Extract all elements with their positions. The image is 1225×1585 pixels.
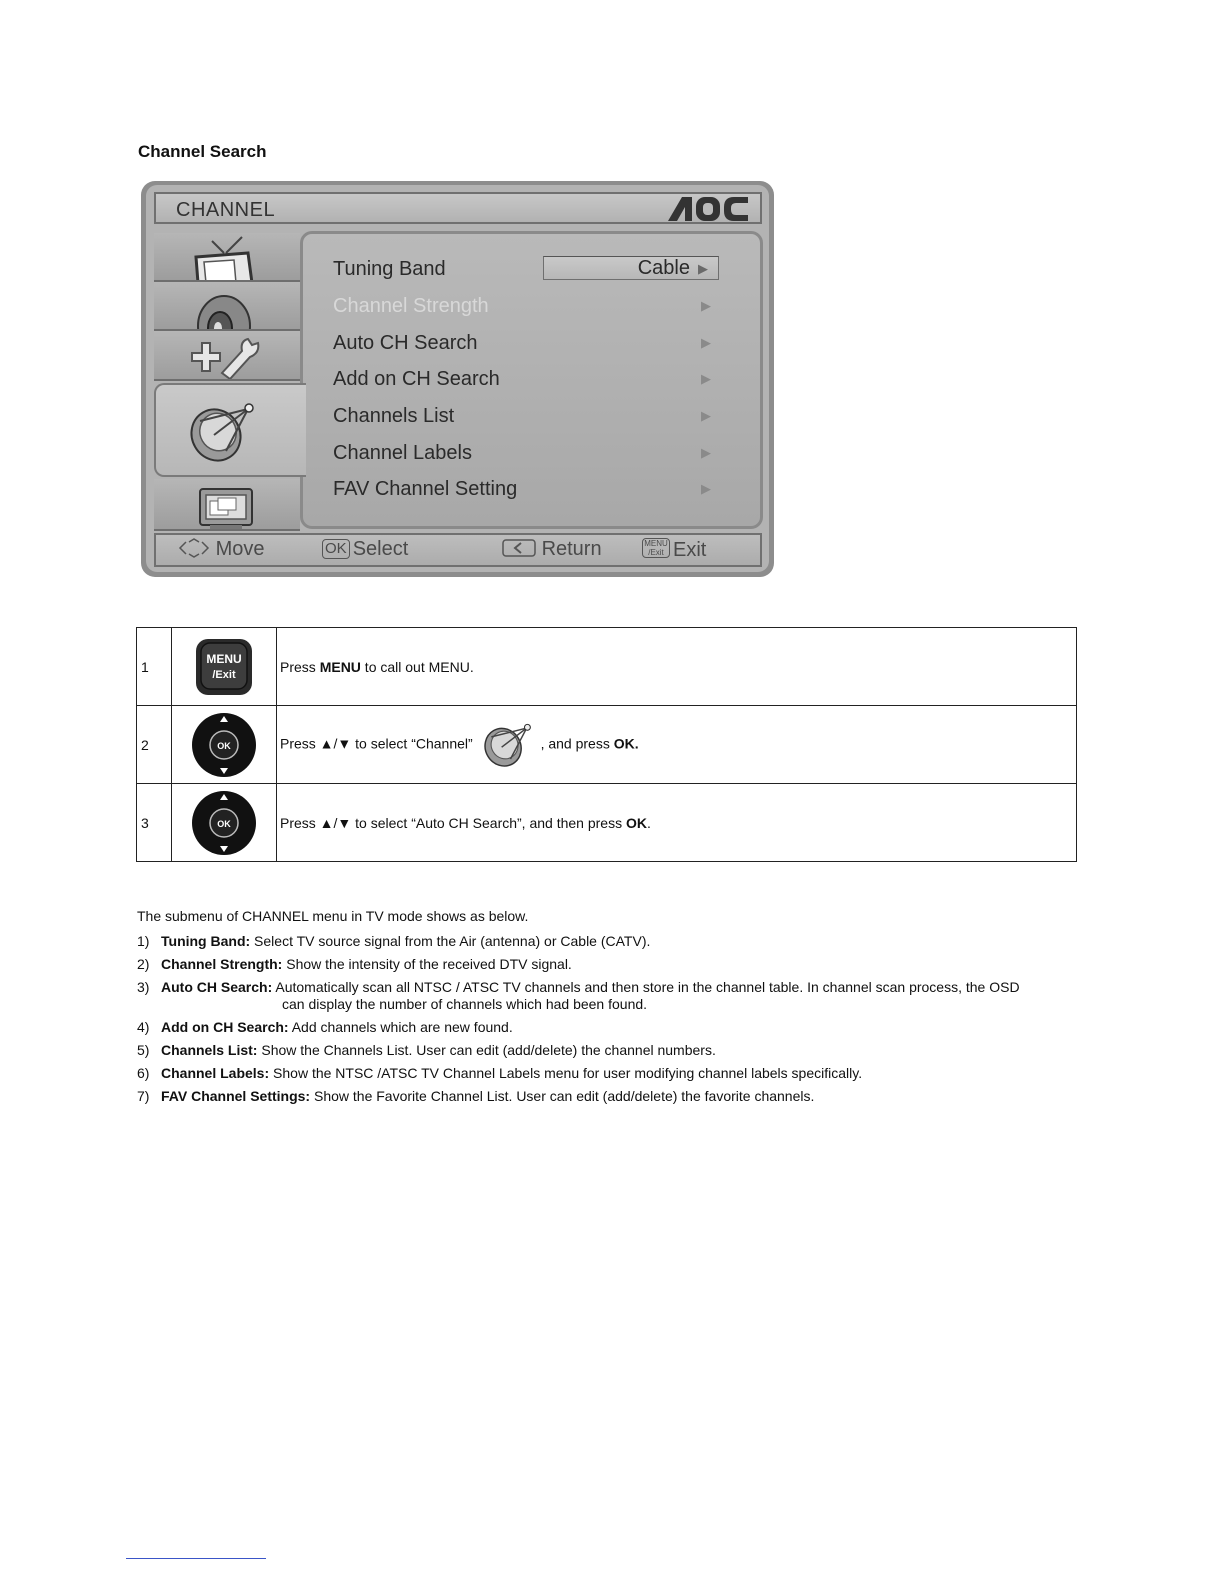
list-item: 2) Channel Strength: Show the intensity of the received DTV signal. (137, 956, 572, 972)
osd-tab-column (154, 233, 302, 533)
list-item: 5) Channels List: Show the Channels List. User can edit (add/delete) the channel numbers. (137, 1042, 716, 1058)
menu-button-line1: MENU (206, 651, 242, 666)
right-arrow-icon: ▶ (701, 335, 711, 350)
return-hint: Return (502, 538, 602, 561)
select-hint: OK Select (322, 538, 408, 561)
osd-title: CHANNEL (176, 199, 276, 221)
intro-text: The submenu of CHANNEL menu in TV mode shows as below. (137, 908, 529, 924)
steps-table (136, 627, 1077, 862)
right-arrow-icon: ▶ (701, 408, 711, 423)
right-arrow-icon: ▶ (698, 261, 708, 276)
aoc-logo (666, 195, 750, 223)
menu-exit-button-icon (194, 637, 254, 697)
step-icon-cell (172, 784, 277, 862)
move-hint: Move (178, 538, 264, 561)
display-icon (196, 487, 260, 531)
step-text: Press MENU to call out MENU. (277, 628, 1077, 706)
list-item: 7) FAV Channel Settings: Show the Favorite Channel List. User can edit (add/delete) the favorite channels. (137, 1088, 815, 1104)
return-key-icon (502, 539, 536, 557)
menu-item-channel-strength: Channel Strength ▶ (333, 295, 711, 317)
tab-picture[interactable] (154, 233, 300, 282)
list-item: 3) Auto CH Search: Automatically scan all NTSC / ATSC TV channels and then store in the channel table. In channel scan process, the OSD can display the number of channels which had been found. (137, 979, 1020, 1012)
tuning-band-value[interactable]: Cable ▶ (543, 256, 719, 280)
step-number: 2 (137, 706, 172, 784)
ok-dpad-icon (191, 790, 257, 856)
submenu-description-list (137, 933, 1077, 1111)
menu-item-tuning-band[interactable]: Tuning Band Cable ▶ (333, 256, 733, 286)
move-arrows-icon (178, 538, 210, 558)
step-text: Press ▲/▼ to select “Channel” , and press OK. (277, 706, 1077, 784)
right-arrow-icon: ▶ (701, 371, 711, 386)
ok-label: OK (217, 740, 231, 751)
ok-dpad-icon (191, 712, 257, 778)
table-row (137, 628, 1077, 706)
tools-icon (186, 333, 266, 379)
tab-pc[interactable] (154, 479, 300, 531)
menu-button-line2: /Exit (212, 668, 236, 681)
speaker-icon (190, 286, 260, 331)
ok-key-icon: OK (322, 539, 350, 559)
menu-item-channels-list[interactable]: Channels List ▶ (333, 405, 711, 427)
tab-setup[interactable] (154, 331, 300, 381)
footer-rule (126, 1558, 266, 1559)
right-arrow-icon: ▶ (701, 445, 711, 460)
step-text: Press ▲/▼ to select “Auto CH Search”, and then press OK. (277, 784, 1077, 862)
tab-channel[interactable] (154, 383, 306, 477)
menu-item-auto-ch-search[interactable]: Auto CH Search ▶ (333, 332, 711, 354)
table-row (137, 784, 1077, 862)
tab-sound[interactable] (154, 282, 300, 331)
osd-screen (141, 181, 774, 577)
osd-header (154, 192, 762, 224)
satellite-dish-icon (186, 399, 262, 465)
table-row (137, 706, 1077, 784)
list-item: 4) Add on CH Search: Add channels which are new found. (137, 1019, 513, 1035)
step-icon-cell (172, 706, 277, 784)
ok-label: OK (217, 818, 231, 829)
osd-menu-panel (300, 231, 763, 529)
step-icon-cell (172, 628, 277, 706)
menu-item-channel-labels[interactable]: Channel Labels ▶ (333, 442, 711, 464)
section-title: Channel Search (138, 142, 267, 161)
right-arrow-icon: ▶ (701, 298, 711, 313)
right-arrow-icon: ▶ (701, 481, 711, 496)
list-item: 1) Tuning Band: Select TV source signal from the Air (antenna) or Cable (CATV). (137, 933, 651, 949)
menu-item-fav-channel-setting[interactable]: FAV Channel Setting ▶ (333, 478, 711, 500)
menu-key-icon: MENU /Exit (642, 538, 670, 558)
satellite-dish-icon (481, 720, 537, 770)
tv-icon (190, 235, 260, 282)
osd-footer (154, 533, 762, 567)
step-number: 1 (137, 628, 172, 706)
menu-item-add-on-ch-search[interactable]: Add on CH Search ▶ (333, 368, 711, 390)
exit-hint: MENU /Exit Exit (642, 538, 706, 562)
step-number: 3 (137, 784, 172, 862)
list-item: 6) Channel Labels: Show the NTSC /ATSC TV Channel Labels menu for user modifying channel labels specifically. (137, 1065, 863, 1081)
